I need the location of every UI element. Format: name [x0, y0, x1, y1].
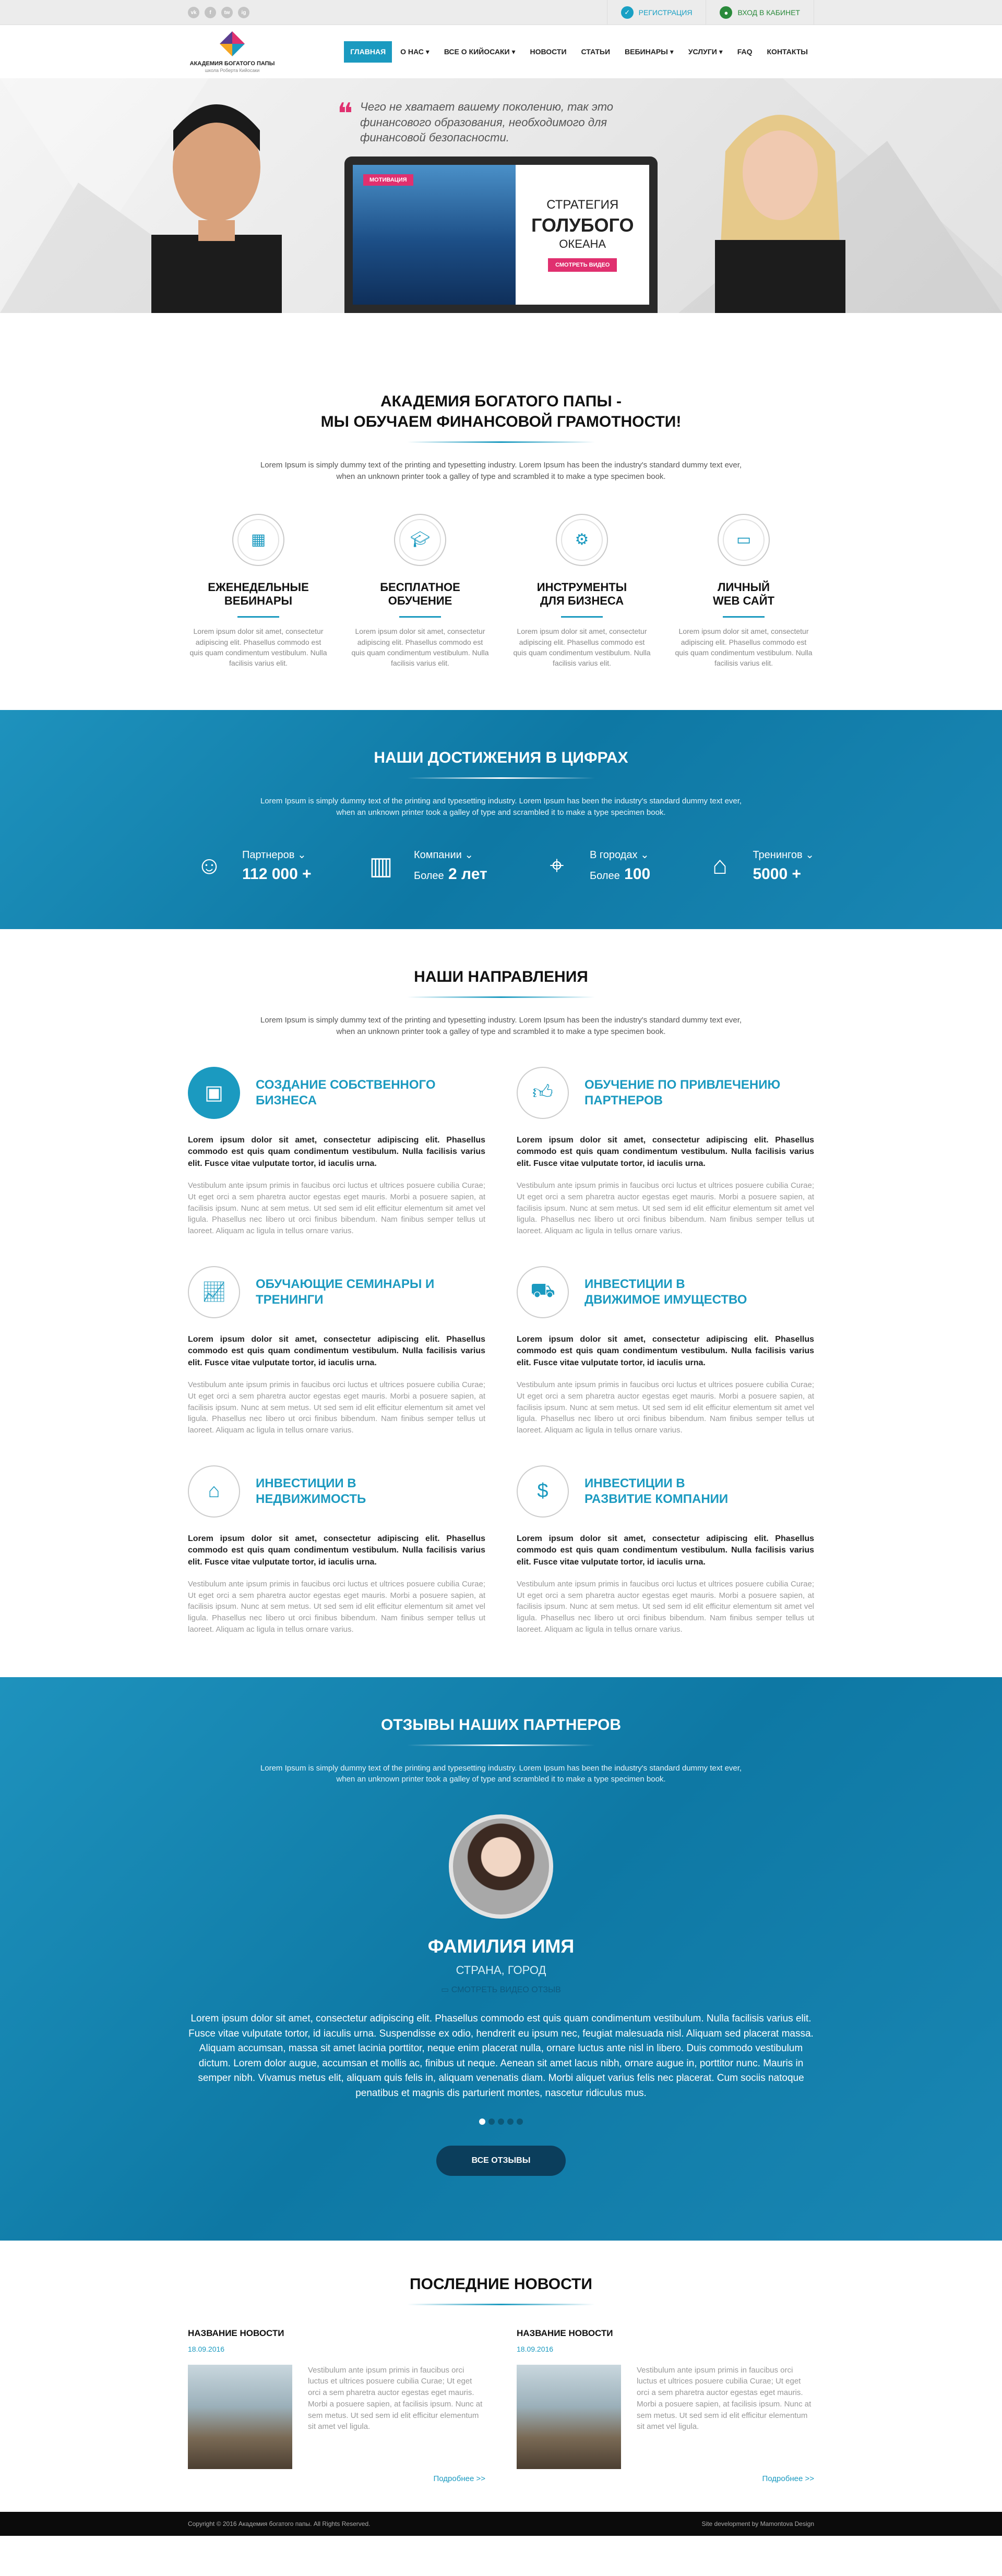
direction-movable-property[interactable] [517, 1266, 814, 1436]
direction-title-1: ОБУЧАЮЩИЕ СЕМИНАРЫ И [256, 1277, 435, 1291]
directions-grid [188, 1067, 814, 1635]
watch-video-review-link[interactable] [0, 1984, 1002, 1995]
stat-value: 5000 + [753, 865, 802, 883]
news-list [188, 2328, 814, 2483]
stat-text [753, 848, 814, 883]
hero-banner [0, 78, 1002, 313]
directions-section [0, 929, 1002, 1635]
laptop-mockup [324, 157, 678, 313]
copyright-text: Copyright © 2016 Академия богатого папы. All Rights Reserved. [188, 2520, 371, 2527]
feature-text: Lorem ipsum dolor sit amet, consectetur adipiscing elit. Phasellus commodo est quis quam condimentum vestibulum. Nulla facilisis varius elit. [351, 627, 489, 668]
main-menu [344, 41, 814, 63]
nav-contacts[interactable]: КОНТАКТЫ [767, 47, 808, 56]
chevron-down-icon: ⌄ [297, 849, 306, 861]
logo[interactable] [188, 30, 277, 73]
about-intro: Lorem Ipsum is simply dummy text of the printing and typesetting industry. Lorem Ipsum has been the industry's standard dummy text ever, when an unknown printer took a galley of type and scrambled it to make a type specimen book. [260, 461, 742, 481]
direction-lead: Lorem ipsum dolor sit amet, consectetur adipiscing elit. Phasellus commodo est quis quam condimentum vestibulum. Nulla facilisis varius elit. Fusce vitae vulputate tortor, id iaculis urna. [517, 1135, 814, 1168]
watch-video-button[interactable]: СМОТРЕТЬ ВИДЕО [548, 258, 617, 272]
feature-website [673, 514, 814, 669]
stat-label: Партнеров [242, 849, 295, 861]
feature-title-2: ОБУЧЕНИЕ [388, 594, 452, 607]
nav-kiyosaki[interactable]: ВСЕ О КИЙОСАКИ ▾ [444, 47, 516, 56]
stats-row [188, 845, 814, 887]
chevron-down-icon: ⌄ [805, 849, 814, 861]
feature-divider [399, 616, 441, 618]
direction-header [517, 1465, 814, 1518]
avatar [449, 1814, 553, 1919]
stat-value-row [414, 865, 487, 883]
direction-lead: Lorem ipsum dolor sit amet, consectetur adipiscing elit. Phasellus commodo est quis quam condimentum vestibulum. Nulla facilisis varius elit. Fusce vitae vulputate tortor, id iaculis urna. [517, 1534, 814, 1567]
briefcase-icon: ▣ [188, 1067, 240, 1119]
stat-partners [188, 845, 312, 887]
news-item-title[interactable]: НАЗВАНИЕ НОВОСТИ [188, 2328, 284, 2338]
news-image[interactable] [188, 2365, 292, 2469]
news-item-title[interactable]: НАЗВАНИЕ НОВОСТИ [517, 2328, 613, 2338]
direction-text: Vestibulum ante ipsum primis in faucibus orci luctus et ultrices posuere cubilia Curae; Ut eget orci a sem pharetra auctor egestas eget mauris. Morbi a posuere sapien, at facilisis ipsum. Nunc at sem metus. Ut sed sem id elit efficitur elementum sit amet vel ligula. Phasellus nec libero ut orci finibus bibendum. Nam finibus semper tellus ut laoreet. Aliquam ac ligula in tellus ornare varius. [517, 1181, 814, 1236]
carousel-dot[interactable] [498, 2118, 504, 2125]
direction-lead: Lorem ipsum dolor sit amet, consectetur adipiscing elit. Phasellus commodo est quis quam condimentum vestibulum. Nulla facilisis varius elit. Fusce vitae vulputate tortor, id iaculis urna. [517, 1334, 814, 1367]
stat-cities [535, 845, 650, 887]
direction-title-1: ИНВЕСТИЦИИ В [584, 1277, 685, 1291]
carousel-dots [0, 2118, 1002, 2125]
news-item [517, 2328, 814, 2483]
direction-title-2: ДВИЖИМОЕ ИМУЩЕСТВО [584, 1292, 747, 1307]
presentation-board-icon: ⌂ [712, 852, 727, 880]
stat-label-row [753, 848, 814, 861]
news-title: ПОСЛЕДНИЕ НОВОСТИ [410, 2275, 592, 2293]
account-links [607, 0, 814, 25]
about-title-line1: АКАДЕМИЯ БОГАТОГО ПАПЫ - [380, 393, 622, 410]
feature-icon-frame [718, 514, 770, 566]
stat-label-row [414, 848, 487, 861]
man-portrait [141, 83, 292, 313]
vk-icon[interactable]: vk [188, 7, 199, 18]
stat-company [360, 845, 487, 887]
achievements-title: НАШИ ДОСТИЖЕНИЯ В ЦИФРАХ [374, 749, 628, 767]
logo-title: АКАДЕМИЯ БОГАТОГО ПАПЫ [189, 61, 275, 67]
stat-label: Компании [413, 849, 462, 861]
strategy-line1: СТРАТЕГИЯ [546, 198, 619, 212]
direction-real-estate[interactable] [188, 1465, 485, 1635]
feature-title-1: БЕСПЛАТНОЕ [380, 580, 460, 594]
monitor-icon: ▭ [723, 519, 765, 561]
stat-trainings [698, 845, 814, 887]
office-building-icon: ▥ [369, 852, 393, 880]
stat-prefix: Более [413, 870, 444, 882]
reviews-intro: Lorem Ipsum is simply dummy text of the printing and typesetting industry. Lorem Ipsum has been the industry's standard dummy text ever, when an unknown printer took a galley of type and scrambled it to make a type specimen book. [260, 1763, 742, 1784]
feature-title [511, 581, 652, 608]
carousel-dot[interactable] [488, 2118, 495, 2125]
reviews-section [0, 1677, 1002, 2241]
direction-title-2: НЕДВИЖИМОСТЬ [256, 1491, 366, 1506]
reviewer-name: ФАМИЛИЯ ИМЯ [427, 1935, 575, 1957]
stat-value: 100 [624, 865, 651, 883]
about-title-line2: МЫ ОБУЧАЕМ ФИНАНСОВОЙ ГРАМОТНОСТИ! [320, 413, 682, 430]
video-preview[interactable] [353, 165, 649, 305]
feature-icon-frame [394, 514, 446, 566]
stat-text [414, 848, 487, 883]
achievements-section [0, 710, 1002, 929]
read-more-link[interactable]: Подробнее >> [762, 2474, 814, 2483]
about-section [0, 313, 1002, 668]
feature-text: Lorem ipsum dolor sit amet, consectetur adipiscing elit. Phasellus commodo est quis quam condimentum vestibulum. Nulla facilisis varius elit. [675, 627, 813, 668]
direction-title [256, 1277, 434, 1308]
thumbs-up-icon: 👍︎ [517, 1067, 569, 1119]
read-more-link[interactable]: Подробнее >> [433, 2474, 485, 2483]
news-item-body [188, 2365, 485, 2469]
video-camera-icon: ▭ [441, 1985, 449, 1995]
social-links [188, 7, 249, 18]
direction-title [584, 1277, 747, 1308]
feature-title-1: ЛИЧНЫЙ [718, 580, 770, 594]
feature-title [188, 581, 329, 608]
news-image[interactable] [517, 2365, 621, 2469]
directions-intro: Lorem Ipsum is simply dummy text of the printing and typesetting industry. Lorem Ipsum has been the industry's standard dummy text ever, when an unknown printer took a galley of type and scrambled it to make a type specimen book. [260, 1016, 742, 1037]
woman-portrait [705, 83, 856, 313]
nav-home[interactable]: ГЛАВНАЯ [344, 41, 392, 63]
direction-title-1: ИНВЕСТИЦИИ В [256, 1476, 356, 1490]
direction-seminars[interactable] [188, 1266, 485, 1436]
direction-title-1: ИНВЕСТИЦИИ В [584, 1476, 685, 1490]
feature-icon-frame [232, 514, 284, 566]
stat-value: 112 000 + [242, 865, 312, 883]
map-pin-icon: ⌖ [550, 851, 564, 880]
facebook-icon[interactable]: f [205, 7, 216, 18]
feature-tools [511, 514, 652, 669]
direction-text: Vestibulum ante ipsum primis in faucibus orci luctus et ultrices posuere cubilia Curae; Ut eget orci a sem pharetra auctor egestas eget mauris. Morbi a posuere sapien, at facilisis ipsum. Nunc at sem metus. Ut sed sem id elit efficitur elementum sit amet vel ligula. Phasellus nec libero ut orci finibus bibendum. Nam finibus semper tellus ut laoreet. Aliquam ac ligula in tellus ornare varius. [517, 1380, 814, 1435]
stat-label: Тренингов [753, 849, 803, 861]
direction-title [256, 1077, 435, 1109]
divider [407, 2304, 595, 2305]
feature-title-2: WEB САЙТ [713, 594, 774, 607]
direction-title-2: РАЗВИТИЕ КОМПАНИИ [584, 1491, 729, 1506]
logo-icon [219, 30, 246, 57]
direction-title-1: СОЗДАНИЕ СОБСТВЕННОГО [256, 1077, 436, 1092]
motivation-tag: МОТИВАЦИЯ [363, 174, 413, 186]
video-caption [516, 165, 649, 305]
reviews-title: ОТЗЫВЫ НАШИХ ПАРТНЕРОВ [380, 1716, 622, 1734]
dollar-tag-icon: $ [517, 1465, 569, 1518]
strategy-line3: ОКЕАНА [559, 237, 606, 250]
feature-text: Lorem ipsum dolor sit amet, consectetur adipiscing elit. Phasellus commodo est quis quam condimentum vestibulum. Nulla facilisis varius elit. [189, 627, 327, 668]
instagram-icon[interactable]: ig [238, 7, 249, 18]
feature-divider [237, 616, 279, 618]
login-link[interactable] [706, 0, 814, 25]
stat-text [590, 848, 650, 883]
stat-label-row [590, 848, 650, 861]
quote-icon: ❝ [337, 97, 353, 130]
stat-text [242, 848, 312, 883]
direction-title-2: БИЗНЕСА [256, 1093, 317, 1108]
feature-title [350, 581, 491, 608]
stat-value-row [590, 865, 650, 883]
feature-icon-frame [556, 514, 608, 566]
reviewer-location: СТРАНА, ГОРОД [456, 1964, 546, 1977]
direction-title [584, 1077, 780, 1109]
nav-about[interactable]: О НАС ▾ [400, 47, 430, 56]
features-list [188, 514, 814, 669]
feature-free-training [350, 514, 491, 669]
direction-title-2: ТРЕНИНГИ [256, 1292, 324, 1307]
chevron-down-icon: ⌄ [640, 849, 649, 861]
direction-text: Vestibulum ante ipsum primis in faucibus orci luctus et ultrices posuere cubilia Curae; Ut eget orci a sem pharetra auctor egestas eget mauris. Morbi a posuere sapien, at facilisis ipsum. Nunc at sem metus. Ut sed sem id elit efficitur elementum sit amet vel ligula. Phasellus nec libero ut orci finibus bibendum. Nam finibus semper tellus ut laoreet. Aliquam ac ligula in tellus ornare varius. [188, 1579, 485, 1634]
nav-faq[interactable]: FAQ [737, 47, 753, 56]
watch-video-review-label: СМОТРЕТЬ ВИДЕО ОТЗЫВ [451, 1985, 561, 1995]
laptop-screen [344, 157, 658, 313]
register-label: РЕГИСТРАЦИЯ [638, 8, 693, 17]
login-label: ВХОД В КАБИНЕТ [737, 8, 800, 17]
feature-title-1: ИНСТРУМЕНТЫ [536, 580, 627, 594]
check-icon: ✓ [621, 6, 634, 19]
all-reviews-button[interactable]: ВСЕ ОТЗЫВЫ [436, 2146, 566, 2176]
direction-lead: Lorem ipsum dolor sit amet, consectetur adipiscing elit. Phasellus commodo est quis quam condimentum vestibulum. Nulla facilisis varius elit. Fusce vitae vulputate tortor, id iaculis urna. [188, 1334, 485, 1367]
direction-title-2: ПАРТНЕРОВ [584, 1093, 663, 1108]
direction-text: Vestibulum ante ipsum primis in faucibus orci luctus et ultrices posuere cubilia Curae; Ut eget orci a sem pharetra auctor egestas eget mauris. Morbi a posuere sapien, at facilisis ipsum. Nunc at sem metus. Ut sed sem id elit efficitur elementum sit amet vel ligula. Phasellus nec libero ut orci finibus bibendum. Nam finibus semper tellus ut laoreet. Aliquam ac ligula in tellus ornare varius. [517, 1579, 814, 1634]
feature-title-2: ДЛЯ БИЗНЕСА [540, 594, 624, 607]
chart-board-icon: 📈︎ [188, 1266, 240, 1318]
review-text: Lorem ipsum dolor sit amet, consectetur adipiscing elit. Phasellus commodo est quis quam condimentum vestibulum. Nulla facilisis varius elit. Fusce vitae vulputate tortor, id iaculis urna. Suspendisse ex odio, hendrerit eu ipsum nec, feugiat malesuada nisl. Aliquam sed placerat massa. Aliquam accumsan, massa sit amet lacinia porttitor, neque enim placerat nulla, ornare luctus ante nisl in libero. Duis commodo vestibulum dictum. Lorem dolor augue, accumsan et mollis ac, finibus ut neque. Aenean sit amet lacus nibh, ornare augue in, porttitor nunc. Mauris in semper nibh. Vivamus metus elit, aliquam quis felis in, aliquam venenatis diam. Morbi aliquet varius felis nec placerat. Cum sociis natoque penatibus et magnis dis parturient montes, nascetur ridiculus mus. [188, 2013, 814, 2099]
calendar-icon: ▦ [237, 519, 279, 561]
graduation-cap-icon: 🎓︎ [399, 519, 441, 561]
carousel-dot[interactable] [507, 2118, 514, 2125]
divider [407, 777, 595, 779]
footer [0, 2512, 1002, 2536]
developer-credit-link[interactable]: Site development by Mamontova Design [701, 2520, 814, 2527]
news-item-text: Vestibulum ante ipsum primis in faucibus orci luctus et ultrices posuere cubilia Curae; Ut eget orci a sem pharetra auctor egestas eget mauris. Morbi a posuere sapien, at facilisis ipsum. Nunc at sem metus. Ut sed sem id elit efficitur elementum sit amet vel ligula. [308, 2365, 483, 2431]
news-item [188, 2328, 485, 2483]
store-icon: ⌂ [188, 1465, 240, 1518]
news-item-text: Vestibulum ante ipsum primis in faucibus orci luctus et ultrices posuere cubilia Curae; Ut eget orci a sem pharetra auctor egestas eget mauris. Morbi a posuere sapien, at facilisis ipsum. Nunc at sem metus. Ut sed sem id elit efficitur elementum sit amet vel ligula. [637, 2365, 812, 2431]
news-item-body [517, 2365, 814, 2469]
direction-company-development[interactable] [517, 1465, 814, 1635]
stat-label-row [242, 848, 312, 861]
news-item-date: 18.09.2016 [517, 2344, 554, 2353]
ocean-image [353, 165, 516, 305]
main-header [0, 25, 1002, 78]
divider [407, 1744, 595, 1746]
direction-text: Vestibulum ante ipsum primis in faucibus orci luctus et ultrices posuere cubilia Curae; Ut eget orci a sem pharetra auctor egestas eget mauris. Morbi a posuere sapien, at facilisis ipsum. Nunc at sem metus. Ut sed sem id elit efficitur elementum sit amet vel ligula. Phasellus nec libero ut orci finibus bibendum. Nam finibus semper tellus ut laoreet. Aliquam ac ligula in tellus ornare varius. [188, 1380, 485, 1435]
feature-title-2: ВЕБИНАРЫ [224, 594, 293, 607]
feature-divider [561, 616, 603, 618]
direction-lead: Lorem ipsum dolor sit amet, consectetur adipiscing elit. Phasellus commodo est quis quam condimentum vestibulum. Nulla facilisis varius elit. Fusce vitae vulputate tortor, id iaculis urna. [188, 1135, 485, 1168]
chevron-down-icon: ⌄ [464, 849, 474, 861]
truck-icon: ⛟ [517, 1266, 569, 1318]
direction-header [517, 1067, 814, 1119]
news-item-date: 18.09.2016 [188, 2344, 225, 2353]
nav-services[interactable]: УСЛУГИ ▾ [688, 47, 723, 56]
direction-lead: Lorem ipsum dolor sit amet, consectetur adipiscing elit. Phasellus commodo est quis quam condimentum vestibulum. Nulla facilisis varius elit. Fusce vitae vulputate tortor, id iaculis urna. [188, 1534, 485, 1567]
direction-header [517, 1266, 814, 1318]
carousel-dot[interactable] [517, 2118, 523, 2125]
lock-icon: ● [720, 6, 732, 19]
top-bar [0, 0, 1002, 25]
direction-title-1: ОБУЧЕНИЕ ПО ПРИВЛЕЧЕНИЮ [584, 1077, 781, 1092]
direction-title [256, 1476, 366, 1507]
direction-header [188, 1465, 485, 1518]
logo-subtitle: школа Роберта Кийосаки [205, 68, 260, 73]
divider [407, 441, 595, 443]
gear-icon: ⚙ [561, 519, 603, 561]
divider [407, 996, 595, 998]
feature-title [673, 581, 814, 608]
feature-text: Lorem ipsum dolor sit amet, consectetur adipiscing elit. Phasellus commodo est quis quam condimentum vestibulum. Nulla facilisis varius elit. [513, 627, 651, 668]
direction-header [188, 1067, 485, 1119]
achievements-intro: Lorem Ipsum is simply dummy text of the printing and typesetting industry. Lorem Ipsum has been the industry's standard dummy text ever, when an unknown printer took a galley of type and scrambled it to make a type specimen book. [260, 797, 742, 817]
stat-prefix: Более [590, 870, 620, 882]
direction-title [584, 1476, 728, 1507]
register-link[interactable] [607, 0, 706, 25]
news-section [0, 2241, 1002, 2512]
nav-news[interactable]: НОВОСТИ [530, 47, 567, 56]
directions-title: НАШИ НАПРАВЛЕНИЯ [414, 968, 588, 986]
nav-articles[interactable]: СТАТЬИ [581, 47, 611, 56]
carousel-dot[interactable] [479, 2118, 485, 2125]
stat-label: В городах [590, 849, 638, 861]
feature-webinars [188, 514, 329, 669]
direction-partners[interactable] [517, 1067, 814, 1237]
direction-header [188, 1266, 485, 1318]
hero-quote-text: Чего не хватает вашему поколению, так это финансового образования, необходимого для финансовой безопасности. [360, 100, 614, 145]
stat-value: 2 лет [448, 865, 487, 883]
nav-webinars[interactable]: ВЕБИНАРЫ ▾ [625, 47, 674, 56]
twitter-icon[interactable]: tw [221, 7, 233, 18]
hero-quote [337, 97, 652, 146]
strategy-line2: ГОЛУБОГО [531, 214, 634, 236]
people-network-icon: ☺ [196, 852, 222, 880]
feature-title-1: ЕЖЕНЕДЕЛЬНЫЕ [208, 580, 309, 594]
direction-own-business[interactable] [188, 1067, 485, 1237]
feature-divider [723, 616, 765, 618]
direction-text: Vestibulum ante ipsum primis in faucibus orci luctus et ultrices posuere cubilia Curae; Ut eget orci a sem pharetra auctor egestas eget mauris. Morbi a posuere sapien, at facilisis ipsum. Nunc at sem metus. Ut sed sem id elit efficitur elementum sit amet vel ligula. Phasellus nec libero ut orci finibus bibendum. Nam finibus semper tellus ut laoreet. Aliquam ac ligula in tellus ornare varius. [188, 1181, 485, 1236]
